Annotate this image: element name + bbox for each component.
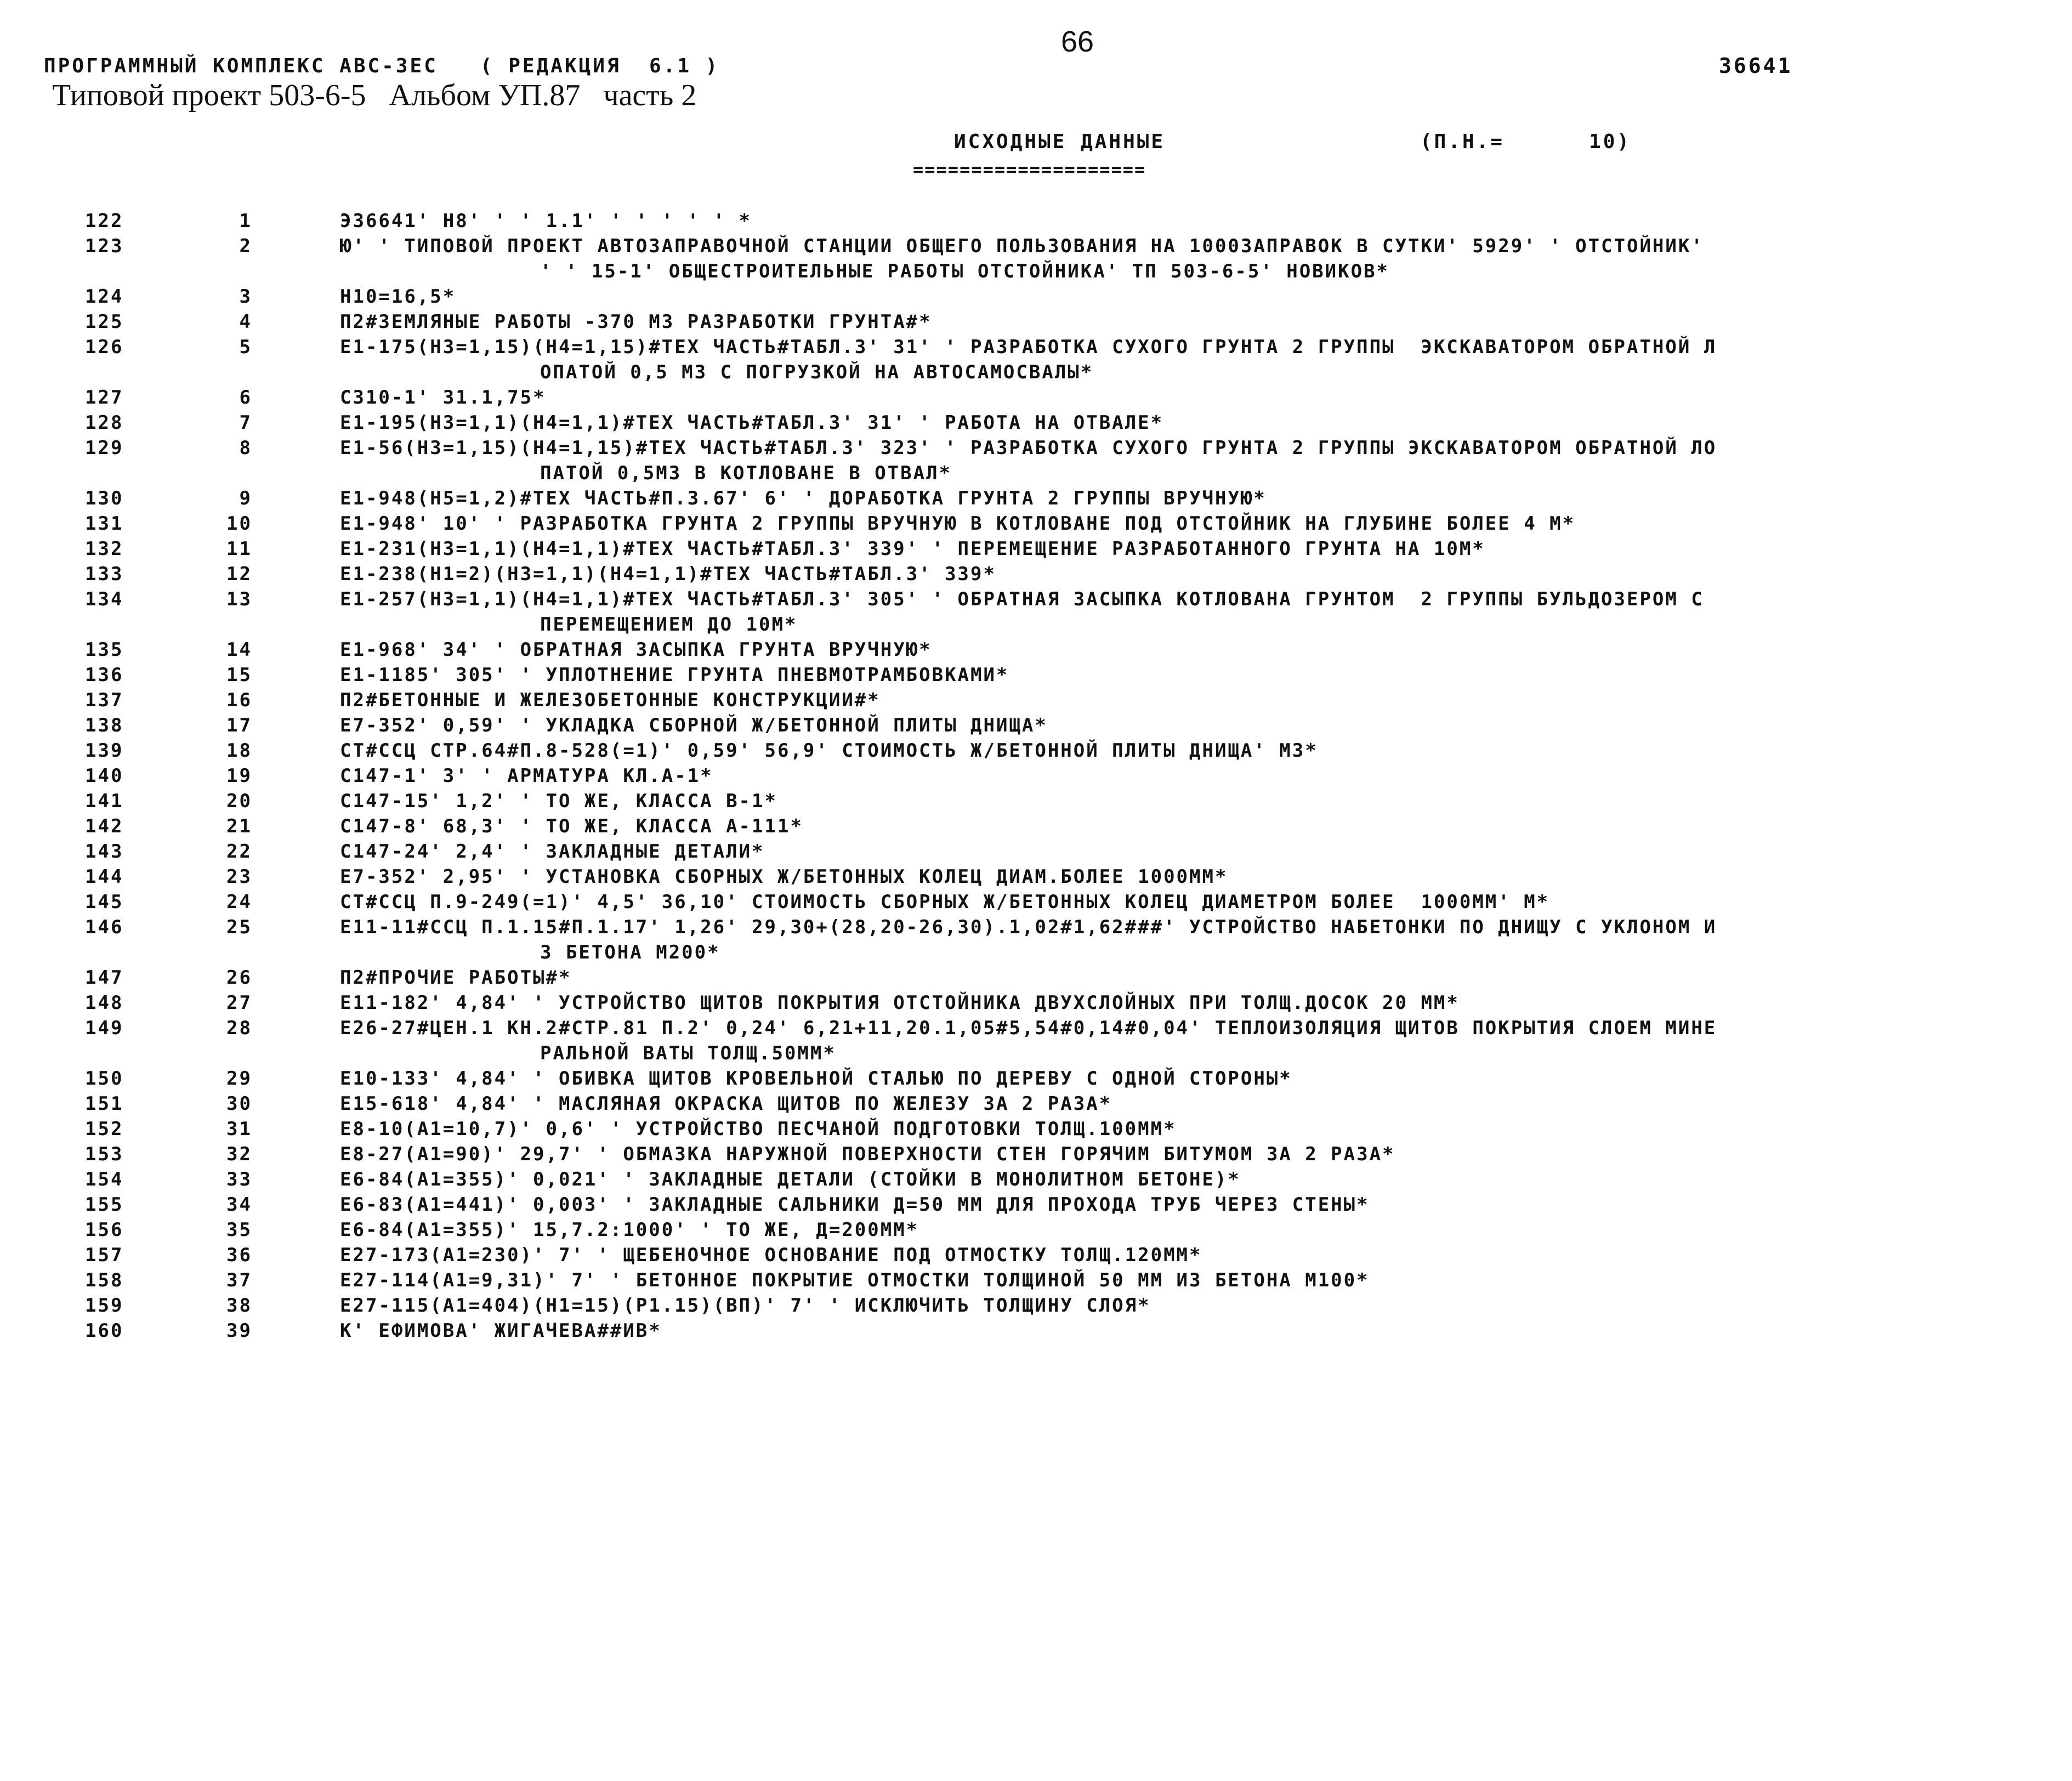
record-text-continuation: РАЛЬНОЙ ВАТЫ ТОЛЩ.50ММ* bbox=[540, 1042, 836, 1064]
sequence-number: 9 bbox=[239, 487, 252, 509]
listing-row bbox=[0, 334, 2072, 360]
sequence-number: 35 bbox=[226, 1219, 252, 1241]
record-text: Е1-257(Н3=1,1)(Н4=1,1)#ТЕХ ЧАСТЬ#ТАБЛ.3' 305' ' ОБРАТНАЯ ЗАСЫПКА КОТЛОВАНА ГРУНТОМ 2 ГРУППЫ БУЛЬДОЗЕРОМ С bbox=[340, 588, 1704, 610]
program-title: ПРОГРАММНЫЙ КОМПЛЕКС АВС-3ЕС ( РЕДАКЦИЯ 6.1 ) bbox=[44, 55, 720, 77]
line-number: 155 bbox=[85, 1194, 124, 1216]
line-number: 139 bbox=[85, 740, 124, 762]
record-text: П2#ПРОЧИЕ РАБОТЫ#* bbox=[340, 967, 572, 989]
listing-row bbox=[0, 965, 2072, 990]
line-number: 133 bbox=[85, 563, 124, 585]
listing-row bbox=[0, 738, 2072, 763]
listing-row bbox=[0, 284, 2072, 309]
sequence-number: 30 bbox=[226, 1093, 252, 1115]
listing-row bbox=[0, 1318, 2072, 1343]
listing-row bbox=[0, 1016, 2072, 1041]
sequence-number: 36 bbox=[226, 1244, 252, 1266]
sequence-number: 26 bbox=[226, 967, 252, 989]
listing-row bbox=[0, 1066, 2072, 1091]
section-title: ИСХОДНЫЕ ДАННЫЕ bbox=[954, 131, 1166, 153]
line-number: 137 bbox=[85, 689, 124, 711]
line-number: 153 bbox=[85, 1143, 124, 1165]
record-text: Е1-1185' 305' ' УПЛОТНЕНИЕ ГРУНТА ПНЕВМОТРАМБОВКАМИ* bbox=[340, 664, 1009, 686]
sequence-number: 32 bbox=[226, 1143, 252, 1165]
listing-row bbox=[0, 789, 2072, 814]
listing-row bbox=[0, 1217, 2072, 1243]
record-text: СТ#ССЦ П.9-249(=1)' 4,5' 36,10' СТОИМОСТЬ СБОРНЫХ Ж/БЕТОННЫХ КОЛЕЦ ДИАМЕТРОМ БОЛЕЕ 1000ММ' М* bbox=[340, 891, 1550, 913]
line-number: 158 bbox=[85, 1269, 124, 1291]
line-number: 160 bbox=[85, 1320, 124, 1342]
record-text-continuation: ОПАТОЙ 0,5 М3 С ПОГРУЗКОЙ НА АВТОСАМОСВАЛЫ* bbox=[540, 361, 1094, 383]
listing-row bbox=[0, 990, 2072, 1016]
line-number: 145 bbox=[85, 891, 124, 913]
sequence-number: 34 bbox=[226, 1194, 252, 1216]
sequence-number: 29 bbox=[226, 1068, 252, 1090]
line-number: 129 bbox=[85, 437, 124, 459]
listing-row bbox=[0, 1116, 2072, 1142]
sequence-number: 27 bbox=[226, 992, 252, 1014]
record-text: Е27-114(А1=9,31)' 7' ' БЕТОННОЕ ПОКРЫТИЕ ОТМОСТКИ ТОЛЩИНОЙ 50 ММ ИЗ БЕТОНА М100* bbox=[340, 1269, 1370, 1291]
listing-row bbox=[0, 1293, 2072, 1318]
sequence-number: 17 bbox=[226, 714, 252, 736]
line-number: 123 bbox=[85, 235, 124, 257]
record-text: С147-1' 3' ' АРМАТУРА КЛ.А-1* bbox=[340, 765, 713, 787]
listing-row-continuation bbox=[0, 360, 2072, 385]
sequence-number: 16 bbox=[226, 689, 252, 711]
sequence-number: 4 bbox=[239, 311, 252, 333]
line-number: 135 bbox=[85, 639, 124, 661]
line-number: 154 bbox=[85, 1169, 124, 1190]
line-number: 149 bbox=[85, 1017, 124, 1039]
listing-row bbox=[0, 637, 2072, 662]
line-number: 125 bbox=[85, 311, 124, 333]
line-number: 159 bbox=[85, 1295, 124, 1317]
record-text: С147-8' 68,3' ' ТО ЖЕ, КЛАССА А-111* bbox=[340, 815, 803, 837]
sequence-number: 10 bbox=[226, 513, 252, 535]
line-number: 131 bbox=[85, 513, 124, 535]
listing-row bbox=[0, 915, 2072, 940]
line-number: 146 bbox=[85, 916, 124, 938]
listing-row bbox=[0, 763, 2072, 789]
record-text: Е6-83(А1=441)' 0,003' ' ЗАКЛАДНЫЕ САЛЬНИКИ Д=50 ММ ДЛЯ ПРОХОДА ТРУБ ЧЕРЕЗ СТЕНЫ* bbox=[340, 1194, 1370, 1216]
listing-row bbox=[0, 536, 2072, 561]
record-text: Н10=16,5* bbox=[340, 286, 456, 308]
line-number: 134 bbox=[85, 588, 124, 610]
listing-row bbox=[0, 864, 2072, 889]
sequence-number: 23 bbox=[226, 866, 252, 888]
record-text: Э36641' Н8' ' ' 1.1' ' ' ' ' ' * bbox=[340, 210, 752, 232]
sequence-number: 14 bbox=[226, 639, 252, 661]
line-number: 132 bbox=[85, 538, 124, 560]
sequence-number: 11 bbox=[226, 538, 252, 560]
project-line: Типовой проект 503-6-5 Альбом УП.87 часть 2 bbox=[52, 78, 697, 112]
record-text: С310-1' 31.1,75* bbox=[340, 387, 546, 409]
record-text: Е1-175(Н3=1,15)(Н4=1,15)#ТЕХ ЧАСТЬ#ТАБЛ.3' 31' ' РАЗРАБОТКА СУХОГО ГРУНТА 2 ГРУППЫ ЭКСКАВАТОРОМ ОБРАТНОЙ Л bbox=[340, 336, 1717, 358]
data-listing bbox=[0, 208, 2072, 1343]
listing-row bbox=[0, 662, 2072, 688]
record-text: Е1-968' 34' ' ОБРАТНАЯ ЗАСЫПКА ГРУНТА ВРУЧНУЮ* bbox=[340, 639, 932, 661]
record-text-continuation: ' ' 15-1' ОБЩЕСТРОИТЕЛЬНЫЕ РАБОТЫ ОТСТОЙНИКА' ТП 503-6-5' НОВИКОВ* bbox=[540, 260, 1390, 282]
sequence-number: 6 bbox=[239, 387, 252, 409]
listing-row bbox=[0, 1192, 2072, 1217]
line-number: 138 bbox=[85, 714, 124, 736]
listing-row bbox=[0, 410, 2072, 435]
record-text: Ю' ' ТИПОВОЙ ПРОЕКТ АВТОЗАПРАВОЧНОЙ СТАНЦИИ ОБЩЕГО ПОЛЬЗОВАНИЯ НА 1000ЗАПРАВОК В СУТКИ' 5929' ' ОТСТОЙНИК' bbox=[340, 235, 1704, 257]
record-text: Е7-352' 2,95' ' УСТАНОВКА СБОРНЫХ Ж/БЕТОННЫХ КОЛЕЦ ДИАМ.БОЛЕЕ 1000ММ* bbox=[340, 866, 1228, 888]
listing-row bbox=[0, 688, 2072, 713]
sequence-number: 12 bbox=[226, 563, 252, 585]
line-number: 150 bbox=[85, 1068, 124, 1090]
listing-row bbox=[0, 1142, 2072, 1167]
line-number: 141 bbox=[85, 790, 124, 812]
listing-row bbox=[0, 889, 2072, 915]
record-text: Е10-133' 4,84' ' ОБИВКА ЩИТОВ КРОВЕЛЬНОЙ СТАЛЬЮ ПО ДЕРЕВУ С ОДНОЙ СТОРОНЫ* bbox=[340, 1068, 1292, 1090]
record-text: Е8-27(А1=90)' 29,7' ' ОБМАЗКА НАРУЖНОЙ ПОВЕРХНОСТИ СТЕН ГОРЯЧИМ БИТУМОМ ЗА 2 РАЗА* bbox=[340, 1143, 1395, 1165]
listing-row bbox=[0, 1243, 2072, 1268]
listing-row bbox=[0, 234, 2072, 259]
record-text: Е15-618' 4,84' ' МАСЛЯНАЯ ОКРАСКА ЩИТОВ ПО ЖЕЛЕЗУ ЗА 2 РАЗА* bbox=[340, 1093, 1112, 1115]
listing-row bbox=[0, 435, 2072, 461]
sequence-number: 15 bbox=[226, 664, 252, 686]
listing-row bbox=[0, 814, 2072, 839]
record-text: Е1-195(Н3=1,1)(Н4=1,1)#ТЕХ ЧАСТЬ#ТАБЛ.3' 31' ' РАБОТА НА ОТВАЛЕ* bbox=[340, 412, 1164, 434]
record-text: К' ЕФИМОВА' ЖИГАЧЕВА##ИВ* bbox=[340, 1320, 662, 1342]
record-text: Е1-948(Н5=1,2)#ТЕХ ЧАСТЬ#П.3.67' 6' ' ДОРАБОТКА ГРУНТА 2 ГРУППЫ ВРУЧНУЮ* bbox=[340, 487, 1267, 509]
record-text: Е8-10(А1=10,7)' 0,6' ' УСТРОЙСТВО ПЕСЧАНОЙ ПОДГОТОВКИ ТОЛЩ.100ММ* bbox=[340, 1118, 1177, 1140]
line-number: 144 bbox=[85, 866, 124, 888]
line-number: 151 bbox=[85, 1093, 124, 1115]
sequence-number: 7 bbox=[239, 412, 252, 434]
sequence-number: 25 bbox=[226, 916, 252, 938]
line-number: 156 bbox=[85, 1219, 124, 1241]
title-underline: ==================== bbox=[913, 159, 1146, 180]
document-code: 36641 bbox=[1719, 54, 1793, 78]
line-number: 126 bbox=[85, 336, 124, 358]
record-text: СТ#ССЦ СТР.64#П.8-528(=1)' 0,59' 56,9' СТОИМОСТЬ Ж/БЕТОННОЙ ПЛИТЫ ДНИЩА' М3* bbox=[340, 740, 1318, 762]
record-text: С147-15' 1,2' ' ТО ЖЕ, КЛАССА В-1* bbox=[340, 790, 777, 812]
listing-row-continuation bbox=[0, 461, 2072, 486]
sequence-number: 39 bbox=[226, 1320, 252, 1342]
record-text: Е27-115(А1=404)(Н1=15)(Р1.15)(ВП)' 7' ' ИСКЛЮЧИТЬ ТОЛЩИНУ СЛОЯ* bbox=[340, 1295, 1151, 1317]
listing-row-continuation bbox=[0, 940, 2072, 965]
record-text: Е1-231(Н3=1,1)(Н4=1,1)#ТЕХ ЧАСТЬ#ТАБЛ.3' 339' ' ПЕРЕМЕЩЕНИЕ РАЗРАБОТАННОГО ГРУНТА НА 10М* bbox=[340, 538, 1485, 560]
listing-row bbox=[0, 208, 2072, 234]
sequence-number: 38 bbox=[226, 1295, 252, 1317]
sequence-number: 8 bbox=[239, 437, 252, 459]
listing-row bbox=[0, 839, 2072, 864]
sequence-number: 19 bbox=[226, 765, 252, 787]
sequence-number: 33 bbox=[226, 1169, 252, 1190]
sequence-number: 3 bbox=[239, 286, 252, 308]
sequence-number: 13 bbox=[226, 588, 252, 610]
sequence-number: 2 bbox=[239, 235, 252, 257]
line-number: 127 bbox=[85, 387, 124, 409]
listing-row bbox=[0, 713, 2072, 738]
line-number: 136 bbox=[85, 664, 124, 686]
record-text: П2#ЗЕМЛЯНЫЕ РАБОТЫ -370 М3 РАЗРАБОТКИ ГРУНТА#* bbox=[340, 311, 932, 333]
line-number: 122 bbox=[85, 210, 124, 232]
listing-row bbox=[0, 1268, 2072, 1293]
record-text: Е26-27#ЦЕН.1 КН.2#СТР.81 П.2' 0,24' 6,21+11,20.1,05#5,54#0,14#0,04' ТЕПЛОИЗОЛЯЦИЯ ЩИТОВ ПОКРЫТИЯ СЛОЕМ МИНЕ bbox=[340, 1017, 1717, 1039]
sequence-number: 20 bbox=[226, 790, 252, 812]
line-number: 147 bbox=[85, 967, 124, 989]
listing-row bbox=[0, 561, 2072, 587]
line-number: 124 bbox=[85, 286, 124, 308]
record-text-continuation: ПЕРЕМЕЩЕНИЕМ ДО 10М* bbox=[540, 614, 798, 636]
sequence-number: 5 bbox=[239, 336, 252, 358]
record-text: Е6-84(А1=355)' 15,7.2:1000' ' ТО ЖЕ, Д=200ММ* bbox=[340, 1219, 919, 1241]
record-text: Е1-56(Н3=1,15)(Н4=1,15)#ТЕХ ЧАСТЬ#ТАБЛ.3' 323' ' РАЗРАБОТКА СУХОГО ГРУНТА 2 ГРУППЫ ЭКСКАВАТОРОМ ОБРАТНОЙ ЛО bbox=[340, 437, 1717, 459]
section-parameter: (П.Н.= 10) bbox=[1420, 131, 1632, 153]
listing-row-continuation bbox=[0, 259, 2072, 284]
listing-row-continuation bbox=[0, 612, 2072, 637]
record-text-continuation: ПАТОЙ 0,5М3 В КОТЛОВАНЕ В ОТВАЛ* bbox=[540, 462, 952, 484]
line-number: 152 bbox=[85, 1118, 124, 1140]
line-number: 148 bbox=[85, 992, 124, 1014]
record-text: Е1-948' 10' ' РАЗРАБОТКА ГРУНТА 2 ГРУППЫ ВРУЧНУЮ В КОТЛОВАНЕ ПОД ОТСТОЙНИК НА ГЛУБИНЕ БОЛЕЕ 4 М* bbox=[340, 513, 1576, 535]
page-number: 66 bbox=[1061, 25, 1094, 58]
line-number: 143 bbox=[85, 841, 124, 863]
sequence-number: 24 bbox=[226, 891, 252, 913]
sequence-number: 18 bbox=[226, 740, 252, 762]
listing-row-continuation bbox=[0, 1041, 2072, 1066]
sequence-number: 37 bbox=[226, 1269, 252, 1291]
line-number: 157 bbox=[85, 1244, 124, 1266]
record-text-continuation: 3 БЕТОНА М200* bbox=[540, 941, 720, 963]
record-text: П2#БЕТОННЫЕ И ЖЕЛЕЗОБЕТОННЫЕ КОНСТРУКЦИИ#* bbox=[340, 689, 881, 711]
line-number: 142 bbox=[85, 815, 124, 837]
listing-row bbox=[0, 1091, 2072, 1116]
record-text: Е1-238(Н1=2)(Н3=1,1)(Н4=1,1)#ТЕХ ЧАСТЬ#ТАБЛ.3' 339* bbox=[340, 563, 996, 585]
record-text: Е27-173(А1=230)' 7' ' ЩЕБЕНОЧНОЕ ОСНОВАНИЕ ПОД ОТМОСТКУ ТОЛЩ.120ММ* bbox=[340, 1244, 1202, 1266]
listing-row bbox=[0, 1167, 2072, 1192]
listing-row bbox=[0, 587, 2072, 612]
sequence-number: 31 bbox=[226, 1118, 252, 1140]
listing-row bbox=[0, 309, 2072, 334]
record-text: Е11-11#ССЦ П.1.15#П.1.17' 1,26' 29,30+(28,20-26,30).1,02#1,62###' УСТРОЙСТВО НАБЕТОНКИ ПО ДНИЩУ С УКЛОНОМ И bbox=[340, 916, 1717, 938]
line-number: 130 bbox=[85, 487, 124, 509]
listing-row bbox=[0, 385, 2072, 410]
record-text: Е11-182' 4,84' ' УСТРОЙСТВО ЩИТОВ ПОКРЫТИЯ ОТСТОЙНИКА ДВУХСЛОЙНЫХ ПРИ ТОЛЩ.ДОСОК 20 ММ* bbox=[340, 992, 1460, 1014]
line-number: 140 bbox=[85, 765, 124, 787]
listing-row bbox=[0, 511, 2072, 536]
listing-row bbox=[0, 486, 2072, 511]
sequence-number: 28 bbox=[226, 1017, 252, 1039]
record-text: С147-24' 2,4' ' ЗАКЛАДНЫЕ ДЕТАЛИ* bbox=[340, 841, 765, 863]
sequence-number: 1 bbox=[239, 210, 252, 232]
record-text: Е6-84(А1=355)' 0,021' ' ЗАКЛАДНЫЕ ДЕТАЛИ (СТОЙКИ В МОНОЛИТНОМ БЕТОНЕ)* bbox=[340, 1169, 1241, 1190]
line-number: 128 bbox=[85, 412, 124, 434]
sequence-number: 21 bbox=[226, 815, 252, 837]
sequence-number: 22 bbox=[226, 841, 252, 863]
record-text: Е7-352' 0,59' ' УКЛАДКА СБОРНОЙ Ж/БЕТОННОЙ ПЛИТЫ ДНИЩА* bbox=[340, 714, 1048, 736]
